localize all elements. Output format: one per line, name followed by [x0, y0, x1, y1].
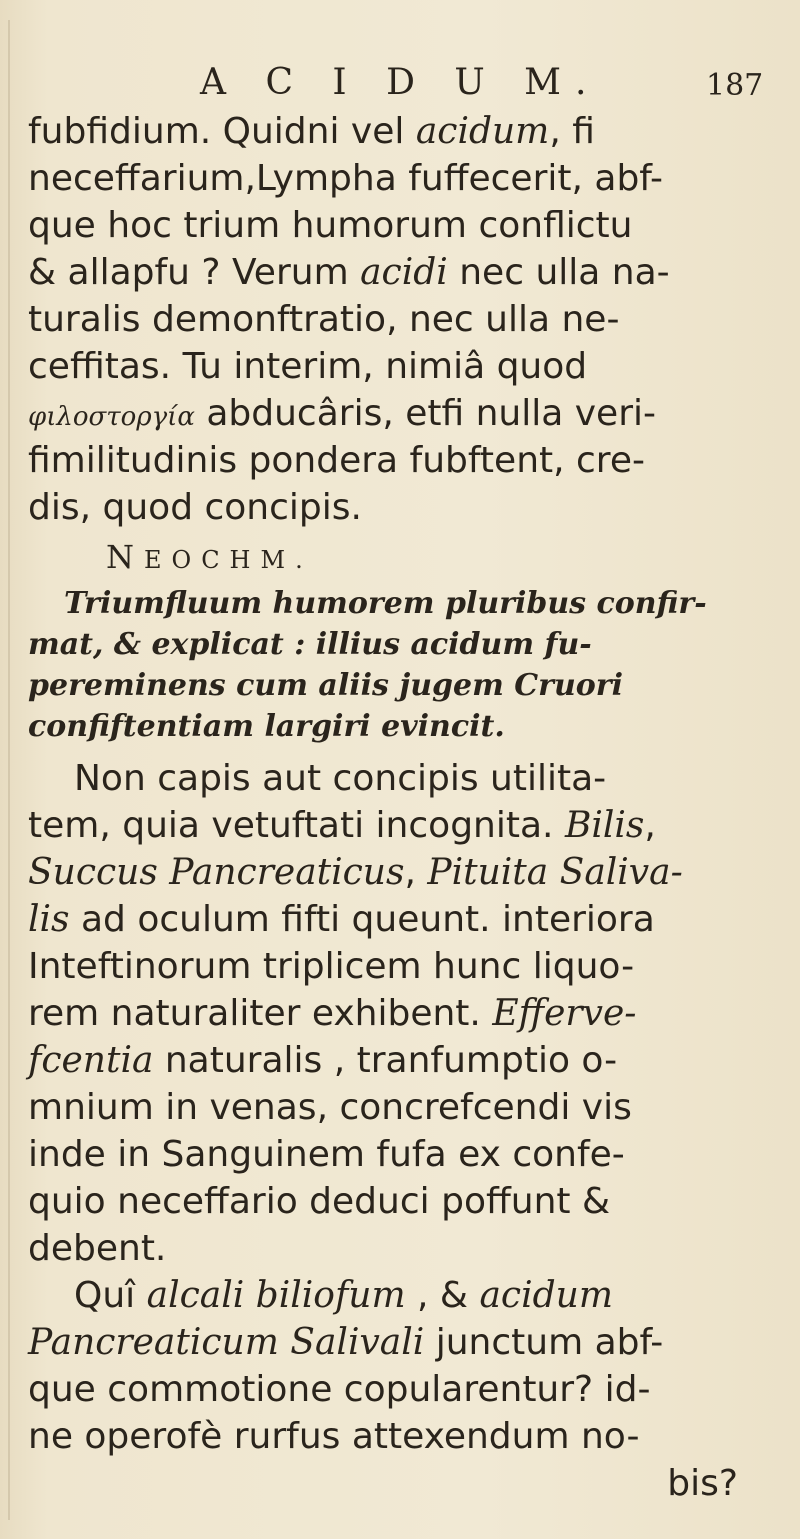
heading-initial: N [106, 538, 144, 576]
text-line: neceffarium,Lympha fuffecerit, abf- [28, 158, 663, 199]
text-run: junctum abf- [424, 1322, 664, 1363]
text-line [28, 990, 788, 1037]
italic-term: fcentia [28, 1040, 154, 1081]
italic-term: Pancreaticum Salivali [28, 1322, 425, 1363]
text-line: ceffitas. Tu interim, nimiâ quod [28, 346, 588, 387]
greek-term: φιλοστοργία [28, 402, 195, 432]
text-line: que commotione copularentur? id- [28, 1369, 651, 1410]
text-run: , [644, 805, 656, 846]
text-line [28, 108, 788, 155]
text-line: Non capis aut concipis utilita- [74, 758, 607, 799]
page-number: 187 [706, 68, 764, 103]
text-run: fubfidium. Quidni vel [28, 111, 416, 152]
page-header [0, 62, 800, 112]
gutter-shadow [8, 20, 10, 1520]
text-run: , & [405, 1275, 480, 1316]
text-run: abducâris, etfi nulla veri- [194, 393, 656, 434]
text-line: dis, quod concipis. [28, 487, 362, 528]
text-line: mnium in venas, concrefcendi vis [28, 1087, 632, 1128]
text-run: naturalis , tranfumptio o- [153, 1040, 618, 1081]
note-line: confiftentiam largiri evincit. [28, 709, 505, 744]
text-line [28, 390, 788, 437]
italic-term: acidi [360, 252, 448, 293]
text-line: Inteftinorum triplicem hunc liquo- [28, 946, 635, 987]
heading-rest: EOCHM. [144, 546, 313, 574]
text-run: , [404, 852, 428, 893]
text-run: ad oculum fifti queunt. interiora [69, 899, 655, 940]
text-line [28, 849, 788, 896]
italic-term: Pituita Saliva- [427, 852, 683, 893]
text-run: nec ulla na- [447, 252, 670, 293]
text-run: rem naturaliter exhibent. [28, 993, 493, 1034]
note-line: mat, & explicat : illius acidum fu- [28, 627, 592, 662]
text-line [28, 249, 788, 296]
italic-term: Bilis [564, 805, 645, 846]
text-run: tem, quia vetuftati incognita. [28, 805, 565, 846]
text-run: , fi [549, 111, 595, 152]
text-line: debent. [28, 1228, 167, 1269]
note-line: pereminens cum aliis jugem Cruori [28, 668, 623, 703]
spacer [28, 747, 788, 755]
text-run: Quî [74, 1275, 147, 1316]
italic-term: Efferve- [492, 993, 637, 1034]
italic-term: acidum [479, 1275, 613, 1316]
italic-term: alcali biliofum [146, 1275, 406, 1316]
text-line [28, 896, 788, 943]
italic-term: acidum [415, 111, 550, 152]
text-line: que hoc trium humorum conflictu [28, 205, 633, 246]
text-run: & allapfu ? Verum [28, 252, 361, 293]
text-line: turalis demonftratio, nec ulla ne- [28, 299, 620, 340]
text-line [28, 1037, 788, 1084]
note-line: Triumfluum humorem pluribus confir- [64, 586, 707, 621]
text-line: quio neceffario deduci poffunt & [28, 1181, 611, 1222]
text-line [28, 1272, 788, 1319]
italic-term: Succus Pancreaticus [28, 852, 405, 893]
text-line [28, 802, 788, 849]
italic-term: lis [28, 899, 70, 940]
text-line: bis? [667, 1463, 738, 1504]
running-title: A C I D U M. [200, 62, 601, 103]
body-text [28, 108, 788, 1507]
text-line: inde in Sanguinem fufa ex confe- [28, 1134, 625, 1175]
text-line: ne operofè rurfus attexendum no- [28, 1416, 640, 1457]
text-line [28, 1319, 788, 1366]
section-heading [28, 531, 788, 583]
text-line: fimilitudinis pondera fubftent, cre- [28, 440, 645, 481]
